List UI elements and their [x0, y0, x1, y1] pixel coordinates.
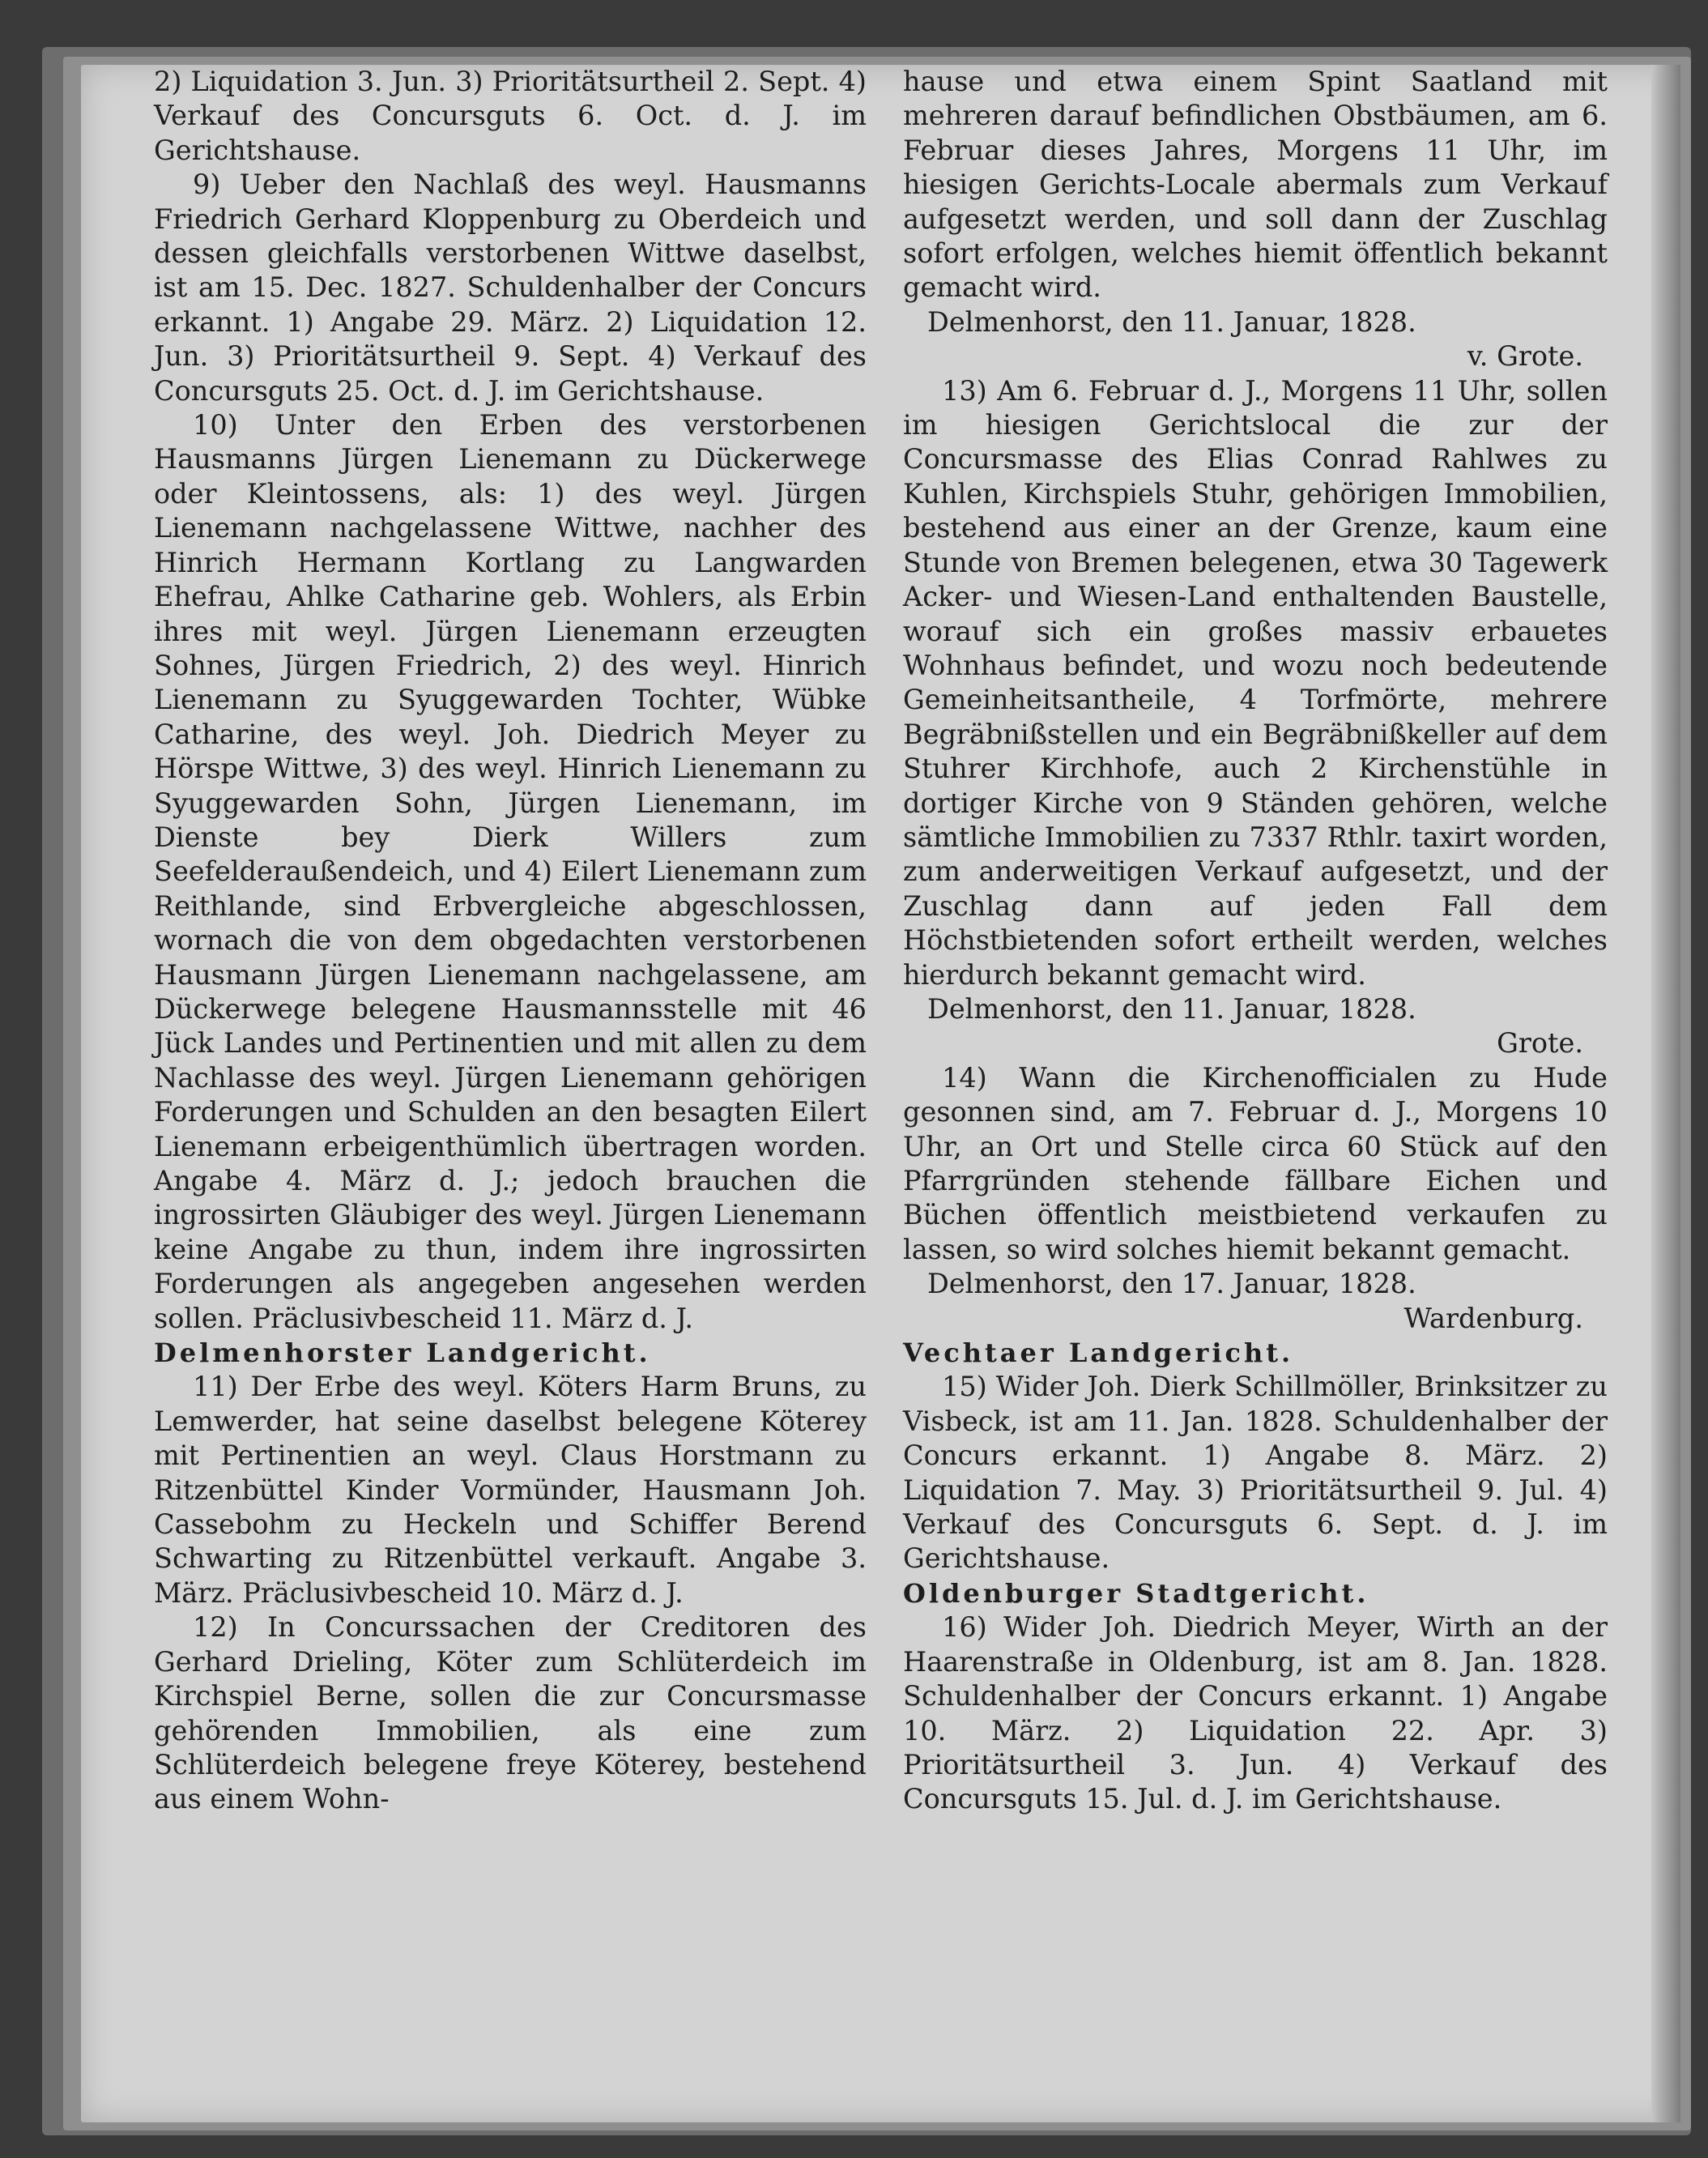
paragraph-10: 10) Unter den Erben des verstorbenen Hausmanns Jürgen Lienemann zu Dückerwege oder Kleintossens, als: 1) des weyl. Jürgen Lienemann nachgelassene Wittwe, nachher des Hinrich Hermann Kortlang zu Langwarden Ehefrau, Ahlke Catharine geb. Wohlers, als Erbin ihres mit weyl. Jürgen Lienemann erzeugten Sohnes, Jürgen Friedrich, 2) des weyl. Hinrich Lienemann zu Syuggewarden Tochter, Wübke Catharine, des weyl. Joh. Diedrich Meyer zu Hörspe Wittwe, 3) des weyl. Hinrich Lienemann zu Syuggewarden Sohn, Jürgen Lienemann, im Dienste bey Dierk Willers zum Seefelderaußendeich, und 4) Eilert Lienemann zum Reithlande, sind Erbvergleiche abgeschlossen, wornach die von dem obgedachten verstorbenen Hausmann Jürgen Lienemann nachgelassene, am Dückerwege belegene Hausmannsstelle mit 46 Jück Landes und Pertinentien und mit allen zu dem Nachlasse des weyl. Jürgen Lienemann gehörigen Forderungen und Schulden an den besagten Eilert Lienemann erbeigenthümlich übertragen worden. Angabe 4. März d. J.; jedoch brauchen die ingrossirten Gläubiger des weyl. Jürgen Lienemann keine Angabe zu thun, indem ihre ingrossirten Forderungen als angegeben angesehen werden sollen. Präclusivbescheid 11. März d. J.	[154, 409, 867, 1334]
signature-name: Wardenburg.	[1403, 1302, 1583, 1334]
paragraph-continued: 2) Liquidation 3. Jun. 3) Prioritätsurtheil 2. Sept. 4) Verkauf des Concursguts 6. Oct. d. J. im Gerichtshause.	[154, 66, 867, 166]
paragraph-12-continued: hause und etwa einem Spint Saatland mit mehreren darauf befindlichen Obstbäumen, am 6. Februar dieses Jahres, Morgens 11 Uhr, im hiesigen Gerichts-Locale abermals zum Verkauf aufgesetzt werden, und soll dann der Zuschlag sofort erfolgen, welches hiemit öffentlich bekannt gemacht wird.	[903, 66, 1608, 304]
paragraph-11: 11) Der Erbe des weyl. Köters Harm Bruns, zu Lemwerder, hat seine daselbst belegene Köterey mit Pertinentien an weyl. Claus Horstmann zu Ritzenbüttel Kinder Vormünder, Hausmann Joh. Cassebohm zu Heckeln und Schiffer Berend Schwarting zu Ritzenbüttel verkauft. Angabe 3. März. Präclusivbescheid 10. März d. J.	[154, 1371, 867, 1609]
section-heading-vechta: Vechtaer Landgericht.	[903, 1337, 1294, 1369]
paragraph-12: 12) In Concurssachen der Creditoren des Gerhard Drieling, Köter zum Schlüterdeich im Kirchspiel Berne, sollen die zur Concursmasse gehörenden Immobilien, als eine zum Schlüterdeich belegene freye Köterey, bestehend aus einem Wohn-	[154, 1611, 867, 1815]
right-column	[903, 65, 1608, 1817]
signature-name: v. Grote.	[1467, 340, 1583, 373]
paragraph-14: 14) Wann die Kirchenofficialen zu Hude gesonnen sind, am 7. Februar d. J., Morgens 10 Uhr, an Ort und Stelle circa 60 Stück auf den Pfarrgründen stehende fällbare Eichen und Büchen öffentlich meistbietend verkaufen zu lassen, so wird solches hiemit bekannt gemacht.	[903, 1061, 1608, 1265]
signature-name: Grote.	[1497, 1027, 1583, 1060]
signature-place-date: Delmenhorst, den 11. Januar, 1828.	[927, 992, 1416, 1025]
book-spine	[1651, 65, 1680, 2122]
paragraph-15: 15) Wider Joh. Dierk Schillmöller, Brinksitzer zu Visbeck, ist am 11. Jan. 1828. Schuldenhalber der Concurs erkannt. 1) Angabe 8. März. 2) Liquidation 7. May. 3) Prioritätsurtheil 9. Jul. 4) Verkauf des Concursguts 6. Sept. d. J. im Gerichtshause.	[903, 1371, 1608, 1575]
section-heading-delmenhorst: Delmenhorster Landgericht.	[154, 1337, 651, 1369]
paragraph-13: 13) Am 6. Februar d. J., Morgens 11 Uhr, sollen im hiesigen Gerichtslocal die zur der Concursmasse des Elias Conrad Rahlwes zu Kuhlen, Kirchspiels Stuhr, gehörigen Immobilien, bestehend aus einer an der Grenze, kaum eine Stunde von Bremen belegenen, etwa 30 Tagewerk Acker- und Wiesen-Land enthaltenden Baustelle, worauf sich ein großes massiv erbauetes Wohnhaus befindet, und wozu noch bedeutende Gemeinheitsantheile, 4 Torfmörte, mehrere Begräbnißstellen und ein Begräbnißkeller auf dem Stuhrer Kirchhofe, auch 2 Kirchenstühle in dortiger Kirche von 9 Ständen gehören, welche sämtliche Immobilien zu 7337 Rthlr. taxirt worden, zum anderweitigen Verkauf aufgesetzt, und der Zuschlag dann auf jeden Fall dem Höchstbietenden sofort ertheilt werden, welches hierdurch bekannt gemacht wird.	[903, 374, 1608, 991]
signature-place-date: Delmenhorst, den 11. Januar, 1828.	[927, 305, 1416, 338]
paragraph-16: 16) Wider Joh. Diedrich Meyer, Wirth an der Haarenstraße in Oldenburg, ist am 8. Jan. 1828. Schuldenhalber der Concurs erkannt. 1) Angabe 10. März. 2) Liquidation 22. Apr. 3) Prioritätsurtheil 3. Jun. 4) Verkauf des Concursguts 15. Jul. d. J. im Gerichtshause.	[903, 1611, 1608, 1815]
paragraph-9: 9) Ueber den Nachlaß des weyl. Hausmanns Friedrich Gerhard Kloppenburg zu Oberdeich und dessen gleichfalls verstorbenen Wittwe daselbst, ist am 15. Dec. 1827. Schuldenhalber der Concurs erkannt. 1) Angabe 29. März. 2) Liquidation 12. Jun. 3) Prioritätsurtheil 9. Sept. 4) Verkauf des Concursguts 25. Oct. d. J. im Gerichtshause.	[154, 168, 867, 407]
left-column	[154, 65, 867, 1817]
section-heading-oldenburg: Oldenburger Stadtgericht.	[903, 1577, 1369, 1609]
signature-place-date: Delmenhorst, den 17. Januar, 1828.	[927, 1268, 1416, 1300]
